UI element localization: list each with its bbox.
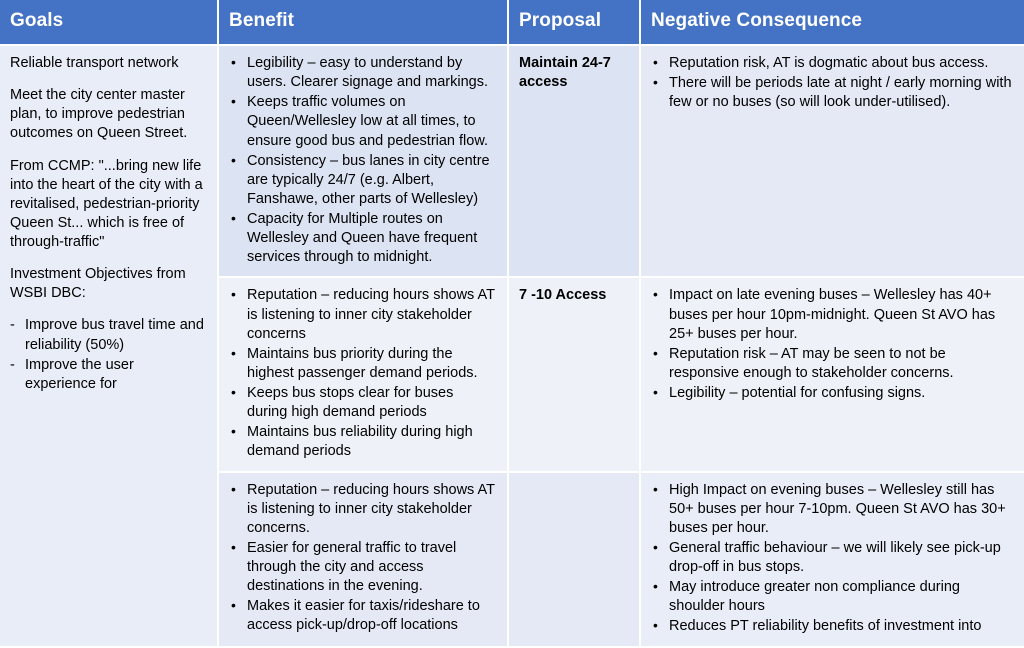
proposal-cell-row1: Maintain 24-7 access: [508, 45, 640, 277]
column-header-goals: Goals: [0, 0, 218, 45]
list-item: [10, 356, 207, 394]
bullet-icon: •: [231, 54, 236, 70]
bullet-icon: •: [653, 384, 658, 400]
list-item: [651, 539, 1014, 577]
goal-paragraph-1: Reliable transport network: [10, 55, 179, 71]
bullet-icon: •: [653, 74, 658, 91]
goal-paragraph-4: Investment Objectives from WSBI DBC:: [10, 266, 186, 302]
negative-text: Reputation risk – AT may be seen to not be responsive enough to stakeholder concerns.: [669, 345, 954, 381]
negative-text: Reduces PT reliability benefits of investment into: [669, 618, 982, 635]
bullet-icon: •: [231, 210, 236, 226]
bullet-icon: •: [653, 578, 658, 595]
bullet-icon: •: [653, 538, 658, 555]
list-item: [229, 539, 497, 596]
negative-list-row2: [651, 286, 1014, 403]
benefit-text: Maintains bus priority during the highest passenger demand periods.: [247, 345, 478, 381]
benefit-cell-row1: [218, 45, 508, 277]
benefit-list-row1: [229, 54, 497, 267]
benefit-list-row2: [229, 286, 497, 461]
benefit-text: Reputation – reducing hours shows AT is listening to inner city stakeholder concerns: [247, 287, 495, 342]
benefit-text: Consistency – bus lanes in city centre are typically 24/7 (e.g. Albert, Fanshawe, other parts of Wellesley): [247, 152, 490, 207]
bullet-icon: •: [231, 93, 236, 110]
benefit-text: Maintains bus reliability during high demand periods: [247, 424, 473, 460]
negative-list-row1: [651, 54, 1014, 112]
bullet-icon: •: [231, 423, 236, 440]
bullet-icon: •: [653, 617, 658, 634]
goal-objectives-list: [10, 316, 207, 394]
list-item: [229, 597, 497, 635]
proposal-cell-row3: [508, 472, 640, 647]
negative-text: General traffic behaviour – we will likely see pick-up drop-off in bus stops.: [669, 539, 1001, 575]
list-item: [229, 93, 497, 150]
benefit-text: Reputation – reducing hours shows AT is listening to inner city stakeholder concerns.: [247, 481, 495, 536]
benefit-list-row3: [229, 481, 497, 636]
bullet-icon: •: [653, 286, 658, 303]
benefit-text: Keeps traffic volumes on Queen/Wellesley low at all times, to ensure good bus and pedestrian flow.: [247, 94, 489, 149]
bullet-icon: •: [231, 286, 236, 303]
list-item: [229, 481, 497, 538]
list-item: [229, 286, 497, 343]
list-item: [229, 210, 497, 267]
list-item: [229, 423, 497, 461]
list-item: [651, 481, 1014, 538]
negative-text: High Impact on evening buses – Wellesley still has 50+ buses per hour 7-10pm. Queen St AVO has 30+ buses per hour.: [669, 481, 1006, 536]
list-item: [651, 578, 1014, 616]
objective-text: Improve bus travel time and reliability (50%): [25, 317, 204, 353]
goal-paragraph-3: From CCMP: "...bring new life into the heart of the city with a revitalised, pedestrian-priority Queen St... which is free of through-traffic": [10, 157, 203, 250]
list-item: [651, 54, 1014, 73]
negative-text: May introduce greater non compliance during shoulder hours: [669, 579, 960, 615]
objective-text: Improve the user experience for: [25, 356, 134, 392]
negative-text: Legibility – potential for confusing signs.: [669, 385, 926, 401]
goals-cell: [0, 45, 218, 647]
bullet-icon: •: [231, 538, 236, 555]
table-header-row: [0, 0, 1024, 45]
column-header-benefit: Benefit: [218, 0, 508, 45]
bullet-icon: •: [231, 151, 236, 168]
benefit-text: Legibility – easy to understand by users. Clearer signage and markings.: [247, 55, 488, 91]
benefit-text: Makes it easier for taxis/rideshare to access pick-up/drop-off locations: [247, 598, 480, 634]
goal-paragraph-2: Meet the city center master plan, to improve pedestrian outcomes on Queen Street.: [10, 87, 188, 142]
list-item: [229, 54, 497, 92]
negative-text: There will be periods late at night / early morning with few or no buses (so will look under-utilised).: [669, 75, 1012, 111]
table-row: [0, 45, 1024, 277]
list-item: [651, 384, 1014, 403]
negative-list-row3: [651, 481, 1014, 637]
bullet-icon: •: [653, 54, 658, 70]
benefit-text: Easier for general traffic to travel through the city and access destinations in the evening.: [247, 539, 457, 595]
bullet-icon: •: [653, 480, 658, 497]
negative-consequence-cell-row1: [640, 45, 1024, 277]
negative-consequence-cell-row3: [640, 472, 1024, 647]
list-item: [229, 384, 497, 422]
list-item: [651, 286, 1014, 343]
negative-text: Reputation risk, AT is dogmatic about bus access.: [669, 55, 989, 71]
bullet-icon: •: [231, 384, 236, 400]
list-item: [229, 345, 497, 383]
benefit-cell-row2: [218, 277, 508, 471]
bullet-icon: •: [231, 597, 236, 614]
bullet-icon: •: [653, 344, 658, 361]
bullet-icon: •: [231, 480, 236, 497]
benefit-text: Capacity for Multiple routes on Wellesley and Queen have frequent services through to midnight.: [247, 211, 478, 266]
column-header-proposal: Proposal: [508, 0, 640, 45]
column-header-negative-consequence: Negative Consequence: [640, 0, 1024, 45]
proposal-cell-row2: 7 -10 Access: [508, 277, 640, 471]
list-item: [651, 345, 1014, 383]
list-item: [651, 617, 1014, 636]
list-item: [651, 74, 1014, 112]
negative-consequence-cell-row2: [640, 277, 1024, 471]
benefit-cell-row3: [218, 472, 508, 647]
negative-text: Impact on late evening buses – Wellesley has 40+ buses per hour 10pm-midnight. Queen St AVO has 25+ buses per hour.: [669, 287, 996, 342]
list-item: [229, 152, 497, 209]
dash-marker: -: [10, 317, 15, 334]
benefit-text: Keeps bus stops clear for buses during high demand periods: [247, 385, 454, 421]
bullet-icon: •: [231, 344, 236, 361]
dash-marker: -: [10, 356, 15, 373]
list-item: [10, 316, 207, 354]
